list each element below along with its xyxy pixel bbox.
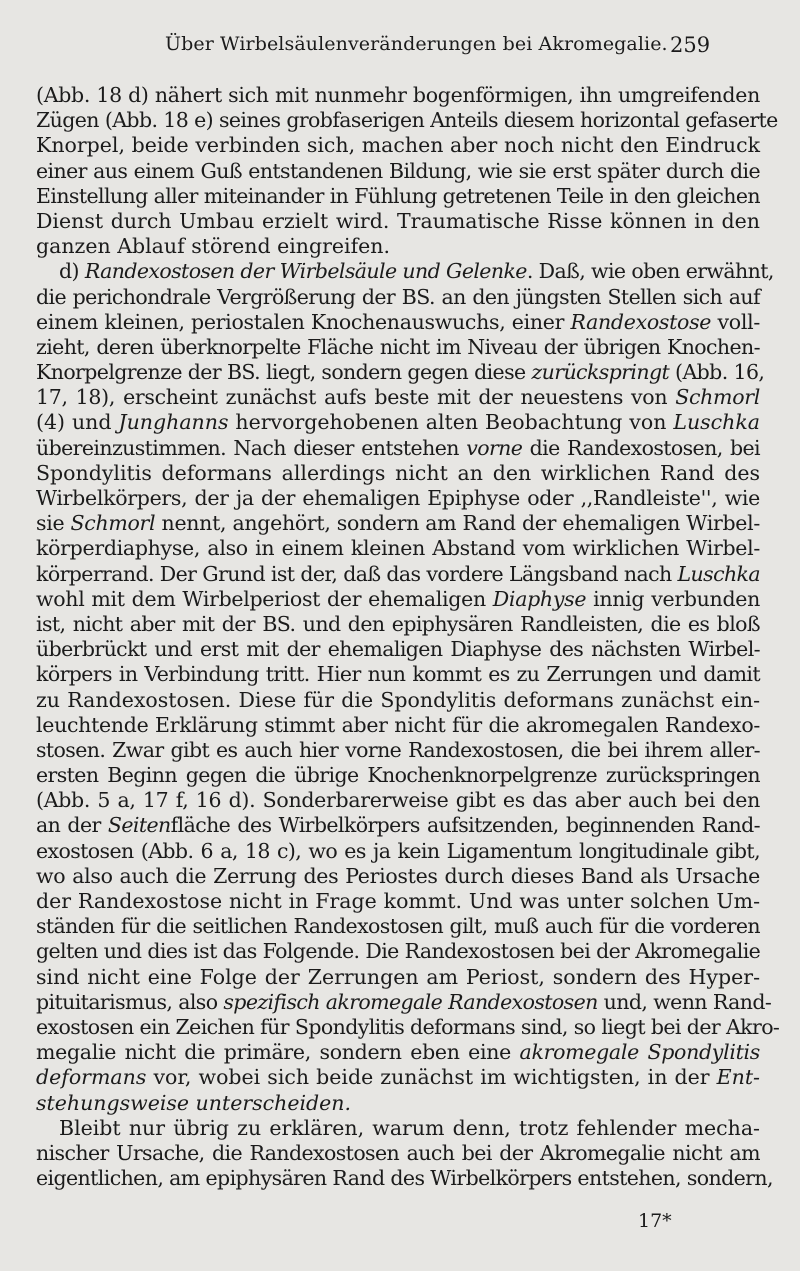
text-span: an der xyxy=(36,813,108,838)
text-span: Wirbelkörpers, der ja der ehemaligen Epiphyse oder ,,Randleiste'', wie xyxy=(36,486,760,510)
text-line xyxy=(36,486,760,511)
text-line xyxy=(36,662,760,687)
text-line xyxy=(36,889,760,914)
italic-text-span: Luschka xyxy=(673,410,760,435)
text-line xyxy=(36,989,772,1015)
text-span: pituitarismus, also xyxy=(36,989,224,1014)
running-title: Über Wirbelsäulenveränderungen bei Akromegalie. xyxy=(165,33,668,55)
text-span: überbrückt und erst mit der ehemaligen Diaphyse des nächsten Wirbel- xyxy=(36,637,760,662)
text-line xyxy=(36,587,760,612)
page-header xyxy=(0,33,800,63)
text-span: ist, nicht aber mit der BS. und den epiphysären Randleisten, die es bloß xyxy=(36,611,760,636)
text-line xyxy=(36,536,760,561)
text-line xyxy=(36,436,760,461)
text-span: Einstellung aller miteinander in Fühlung getretenen Teile in den gleichen xyxy=(36,183,760,208)
text-line xyxy=(36,1116,760,1141)
text-span: Knorpel, beide verbinden sich, machen aber noch nicht den Eindruck xyxy=(36,133,760,158)
text-span: (Abb. 18 d) nähert sich mit nunmehr bogenförmigen, ihn umgreifenden xyxy=(36,83,760,107)
text-line xyxy=(36,335,760,360)
text-span: voll- xyxy=(711,309,760,334)
text-line xyxy=(36,839,760,864)
text-span: d) xyxy=(59,259,85,284)
text-line xyxy=(36,1065,760,1090)
italic-text-span: akromegale Spondylitis xyxy=(519,1040,760,1065)
text-span: innig verbunden xyxy=(586,586,761,611)
text-line xyxy=(36,612,760,637)
text-span: megalie nicht die primäre, sondern eben eine xyxy=(36,1040,520,1065)
text-line xyxy=(36,234,760,259)
italic-text-span: Luschka xyxy=(677,561,760,586)
text-line xyxy=(36,688,760,713)
italic-text-span: Randexostosen der Wirbelsäule und Gelenke xyxy=(84,259,527,284)
text-line xyxy=(36,914,760,939)
text-line xyxy=(36,1014,780,1040)
text-line xyxy=(36,965,760,990)
italic-text-span: Schmorl xyxy=(675,385,760,410)
text-line xyxy=(36,939,760,964)
text-span: die perichondrale Vergrößerung der BS. an den jüngsten Stellen sich auf xyxy=(36,284,760,309)
text-span: zu Randexostosen. Diese für die Spondylitis deformans zunächst ein- xyxy=(36,687,760,712)
text-span: übereinzustimmen. Nach dieser entstehen xyxy=(36,435,467,460)
text-line xyxy=(36,763,760,788)
text-line xyxy=(36,360,765,385)
text-span: sind nicht eine Folge der Zerrungen am Periost, sondern des Hyper- xyxy=(36,964,760,989)
text-span: Bleibt nur übrig zu erklären, warum denn, trotz fehlender mecha- xyxy=(59,1115,760,1140)
text-line xyxy=(36,83,760,108)
text-span: wohl mit dem Wirbelperiost der ehemaligen xyxy=(36,586,493,611)
italic-text-span: spezifisch akromegale Randexostosen xyxy=(223,989,598,1014)
text-line xyxy=(36,511,760,536)
text-span: vor, wobei sich beide zunächst im wichtigsten, in der xyxy=(146,1065,717,1090)
text-span: stosen. Zwar gibt es auch hier vorne Randexostosen, die bei ihrem aller- xyxy=(36,737,760,762)
italic-text-span: zurückspringt xyxy=(531,360,670,385)
text-line xyxy=(36,738,760,763)
text-span: einer aus einem Guß entstandenen Bildung, wie sie erst später durch die xyxy=(36,158,760,183)
text-span: zieht, deren überknorpelte Fläche nicht im Niveau der übrigen Knochen- xyxy=(36,334,760,359)
text-line xyxy=(36,864,760,889)
text-line xyxy=(36,813,760,838)
text-line xyxy=(36,637,760,662)
text-line xyxy=(36,108,778,133)
text-span: eigentlichen, am epiphysären Rand des Wirbelkörpers entstehen, sondern, xyxy=(36,1166,773,1191)
text-span: fläche des Wirbelkörpers aufsitzenden, beginnenden Rand- xyxy=(170,813,761,838)
text-span: wo also auch die Zerrung des Periostes durch dieses Band als Ursache xyxy=(36,863,760,888)
text-span: nischer Ursache, die Randexostosen auch bei der Akromegalie nicht am xyxy=(36,1140,760,1165)
italic-text-span: Diaphyse xyxy=(492,586,587,611)
page-number: 259 xyxy=(670,33,711,57)
text-line xyxy=(36,159,760,184)
italic-text-span: Seiten xyxy=(107,813,171,838)
text-line xyxy=(36,1040,760,1065)
text-span: 17, 18), erscheint zunächst aufs beste mit der neuestens von xyxy=(36,385,676,410)
text-span: sie xyxy=(36,511,71,536)
italic-text-span: Ent- xyxy=(716,1065,760,1090)
text-line xyxy=(36,1166,773,1191)
text-span: ganzen Ablauf störend eingreifen. xyxy=(36,234,391,259)
text-span: Spondylitis deformans allerdings nicht an den wirklichen Rand des xyxy=(36,460,760,485)
italic-text-span: Schmorl xyxy=(70,511,156,536)
text-span: die Randexostosen, bei xyxy=(522,435,760,460)
italic-text-span: deformans xyxy=(36,1065,147,1090)
text-line xyxy=(36,410,760,435)
text-span: (Abb. 5 a, 17 f, 16 d). Sonderbarerweise gibt es das aber auch bei den xyxy=(36,788,760,813)
text-span: exostosen ein Zeichen für Spondylitis deformans sind, so liegt bei der Akro- xyxy=(36,1014,780,1039)
italic-text-span: Randexostose xyxy=(570,309,712,334)
text-span: Knorpelgrenze der BS. liegt, sondern gegen diese xyxy=(36,360,532,385)
italic-text-span: Junghanns xyxy=(118,410,229,435)
text-span: körperrand. Der Grund ist der, daß das vordere Längsband nach xyxy=(36,561,678,586)
text-line xyxy=(36,1091,760,1116)
text-span: (Abb. 16, xyxy=(669,360,765,385)
text-line xyxy=(36,713,760,738)
text-span: gelten und dies ist das Folgende. Die Randexostosen bei der Akromegalie xyxy=(36,939,761,964)
text-line xyxy=(36,209,760,234)
text-line xyxy=(36,788,760,813)
text-span: ständen für die seitlichen Randexostosen gilt, muß auch für die vorderen xyxy=(36,914,760,939)
text-span: hervorgehobenen alten Beobachtung von xyxy=(228,410,674,435)
text-line xyxy=(36,461,760,486)
italic-text-span: vorne xyxy=(466,435,523,460)
text-span: einem kleinen, periostalen Knochenauswuchs, einer xyxy=(36,309,571,334)
text-span: körperdiaphyse, also in einem kleinen Abstand vom wirklichen Wirbel- xyxy=(36,536,760,561)
text-span: körpers in Verbindung tritt. Hier nun kommt es zu Zerrungen und damit xyxy=(36,662,760,687)
text-line xyxy=(36,259,774,284)
text-line xyxy=(36,310,760,335)
body-text xyxy=(36,83,780,1191)
text-span: der Randexostose nicht in Frage kommt. Und was unter solchen Um- xyxy=(36,889,760,913)
text-line xyxy=(36,285,760,310)
text-line xyxy=(36,133,760,158)
text-span: (4) und xyxy=(36,410,119,435)
text-span: nennt, angehört, sondern am Rand der ehemaligen Wirbel- xyxy=(155,511,760,536)
text-span: . Daß, wie oben erwähnt, xyxy=(526,259,774,284)
text-span: ersten Beginn gegen die übrige Knochenknorpelgrenze zurückspringen xyxy=(36,763,760,788)
text-span: und, wenn Rand- xyxy=(597,989,772,1014)
text-line xyxy=(36,562,760,587)
text-span: leuchtende Erklärung stimmt aber nicht für die akromegalen Randexo- xyxy=(36,712,760,737)
text-span: Dienst durch Umbau erzielt wird. Traumatische Risse können in den xyxy=(36,208,760,233)
text-line xyxy=(36,184,760,209)
italic-text-span: stehungsweise unterscheiden. xyxy=(36,1090,351,1115)
text-span: exostosen (Abb. 6 a, 18 c), wo es ja kein Ligamentum longitudinale gibt, xyxy=(36,838,760,863)
signature-mark: 17* xyxy=(638,1210,672,1232)
text-line xyxy=(36,385,760,410)
text-line xyxy=(36,1141,760,1166)
text-span: Zügen (Abb. 18 e) seines grobfaserigen Anteils diesem horizontal gefaserte xyxy=(36,108,778,133)
